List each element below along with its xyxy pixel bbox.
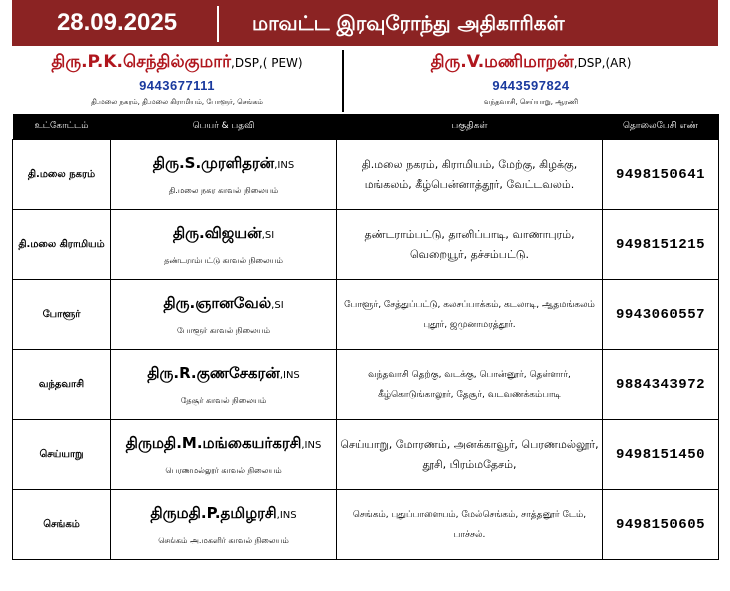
- phone-cell: 9498151450: [603, 420, 719, 490]
- officer-name: திரு.S.முரளிதரன்,INS: [152, 154, 295, 172]
- district-officers: [12, 46, 718, 114]
- areas-cell: தண்டராம்பட்டு, தானிப்பாடி, வாணாபுரம், வெறையூர், தச்சம்பட்டு.: [337, 210, 603, 280]
- phone-cell: 9498150605: [603, 490, 719, 560]
- column-header-subdivision: உட்கோட்டம்: [13, 114, 111, 140]
- table-row: [13, 140, 719, 210]
- table-row: [13, 420, 719, 490]
- table-header-row: [13, 114, 719, 140]
- district-officer-1: [12, 46, 342, 114]
- areas-cell: போளூர், சேத்துப்பட்டு, கலசப்பாக்கம், கடலாடி, ஆதமங்கலம் புதூர், ஜமுனாமரத்தூர்.: [337, 280, 603, 350]
- areas-cell: வந்தவாசி தெற்கு, வடக்கு, பொன்னூர், தெள்ளார், கீழ்கொடுங்காலூர், தேசூர், வடவணக்கம்பாடி: [337, 350, 603, 420]
- phone-cell: 9498151215: [603, 210, 719, 280]
- column-header-name: பெயர் & பதவி: [111, 114, 337, 140]
- officer-name: திரு.P.K.செந்தில்குமார்,DSP,( PEW): [51, 52, 303, 72]
- officer-cell: [111, 490, 337, 560]
- subdivision-cell: போளூர்: [13, 280, 111, 350]
- officer-rank: ,INS: [279, 370, 300, 381]
- station-label: தேசூர் காவல் நிலையம்: [180, 396, 267, 405]
- officer-name: திருமதி.P.தமிழரசி,INS: [150, 504, 297, 522]
- station-label: பெரணமல்லூர் காவல் நிலையம்: [165, 466, 282, 475]
- subdivision-cell: தி.மலை கிராமியம்: [13, 210, 111, 280]
- areas-cell: தி.மலை நகரம், கிராமியம், மேற்கு, கிழக்கு, மங்கலம், கீழ்பென்னாத்தூர், வேட்டவலம்.: [337, 140, 603, 210]
- officer-area: வந்தவாசி, செய்யாறு, ஆரணி: [483, 98, 579, 106]
- page-title: மாவட்ட இரவுரோந்து அதிகாரிகள்: [252, 11, 565, 35]
- officer-rank: ,DSP,(AR): [573, 56, 632, 70]
- table-row: [13, 490, 719, 560]
- station-label: போளூர் காவல் நிலையம்: [176, 326, 271, 335]
- subdivision-cell: செய்யாறு: [13, 420, 111, 490]
- officer-phone: 9443597824: [492, 78, 570, 93]
- officer-cell: [111, 140, 337, 210]
- officer-cell: [111, 210, 337, 280]
- subdivision-cell: செங்கம்: [13, 490, 111, 560]
- officer-name: திரு.R.குணசேகரன்,INS: [147, 364, 300, 382]
- station-label: தண்டராம்பட்டு காவல் நிலையம்: [164, 256, 283, 265]
- officer-rank: ,INS: [301, 440, 322, 451]
- subdivision-cell: தி.மலை நகரம்: [13, 140, 111, 210]
- officer-cell: [111, 350, 337, 420]
- officer-rank: ,SI: [261, 230, 275, 241]
- officer-name: திரு.விஜயன்,SI: [172, 224, 275, 242]
- areas-cell: செங்கம், புதுப்பாளையம், மேல்செங்கம், சாத்தனூர் டேம், பாச்சல்.: [337, 490, 603, 560]
- phone-cell: 9943060557: [603, 280, 719, 350]
- column-header-phone: தொலைபேசி எண்: [603, 114, 719, 140]
- station-label: தி.மலை நகர காவல் நிலையம்: [168, 186, 279, 195]
- officer-area: தி.மலை நகரம், தி.மலை கிராமியம், போளூர், செங்கம்: [91, 98, 263, 106]
- table-row: [13, 350, 719, 420]
- phone-cell: 9498150641: [603, 140, 719, 210]
- officer-rank: ,DSP,( PEW): [231, 56, 303, 70]
- column-header-areas: பகுதிகள்: [337, 114, 603, 140]
- subdivision-cell: வந்தவாசி: [13, 350, 111, 420]
- phone-cell: 9884343972: [603, 350, 719, 420]
- header-divider: [217, 6, 219, 42]
- officer-cell: [111, 280, 337, 350]
- station-label: செங்கம் அ.மகளிர் காவல் நிலையம்: [158, 536, 289, 545]
- table-row: [13, 280, 719, 350]
- officer-rank: ,SI: [271, 300, 284, 311]
- officer-phone: 9443677111: [139, 78, 215, 93]
- duty-table: [12, 114, 719, 560]
- officer-name: திருமதி.M.மங்கையர்கரசி,INS: [125, 434, 322, 452]
- officer-rank: ,INS: [276, 510, 297, 521]
- officer-rank: ,INS: [274, 160, 295, 171]
- officer-name: திரு.ஞானவேல்,SI: [163, 294, 284, 312]
- date-label: 28.09.2025: [56, 9, 178, 36]
- officer-cell: [111, 420, 337, 490]
- areas-cell: செய்யாறு, மோரணம், அனக்காவூர், பெரணமல்லூர், தூசி, பிரம்மதேசம்,: [337, 420, 603, 490]
- header-bar: [12, 0, 718, 46]
- district-officer-2: [344, 46, 718, 114]
- officer-name: திரு.V.மணிமாறன்,DSP,(AR): [430, 52, 632, 72]
- table-row: [13, 210, 719, 280]
